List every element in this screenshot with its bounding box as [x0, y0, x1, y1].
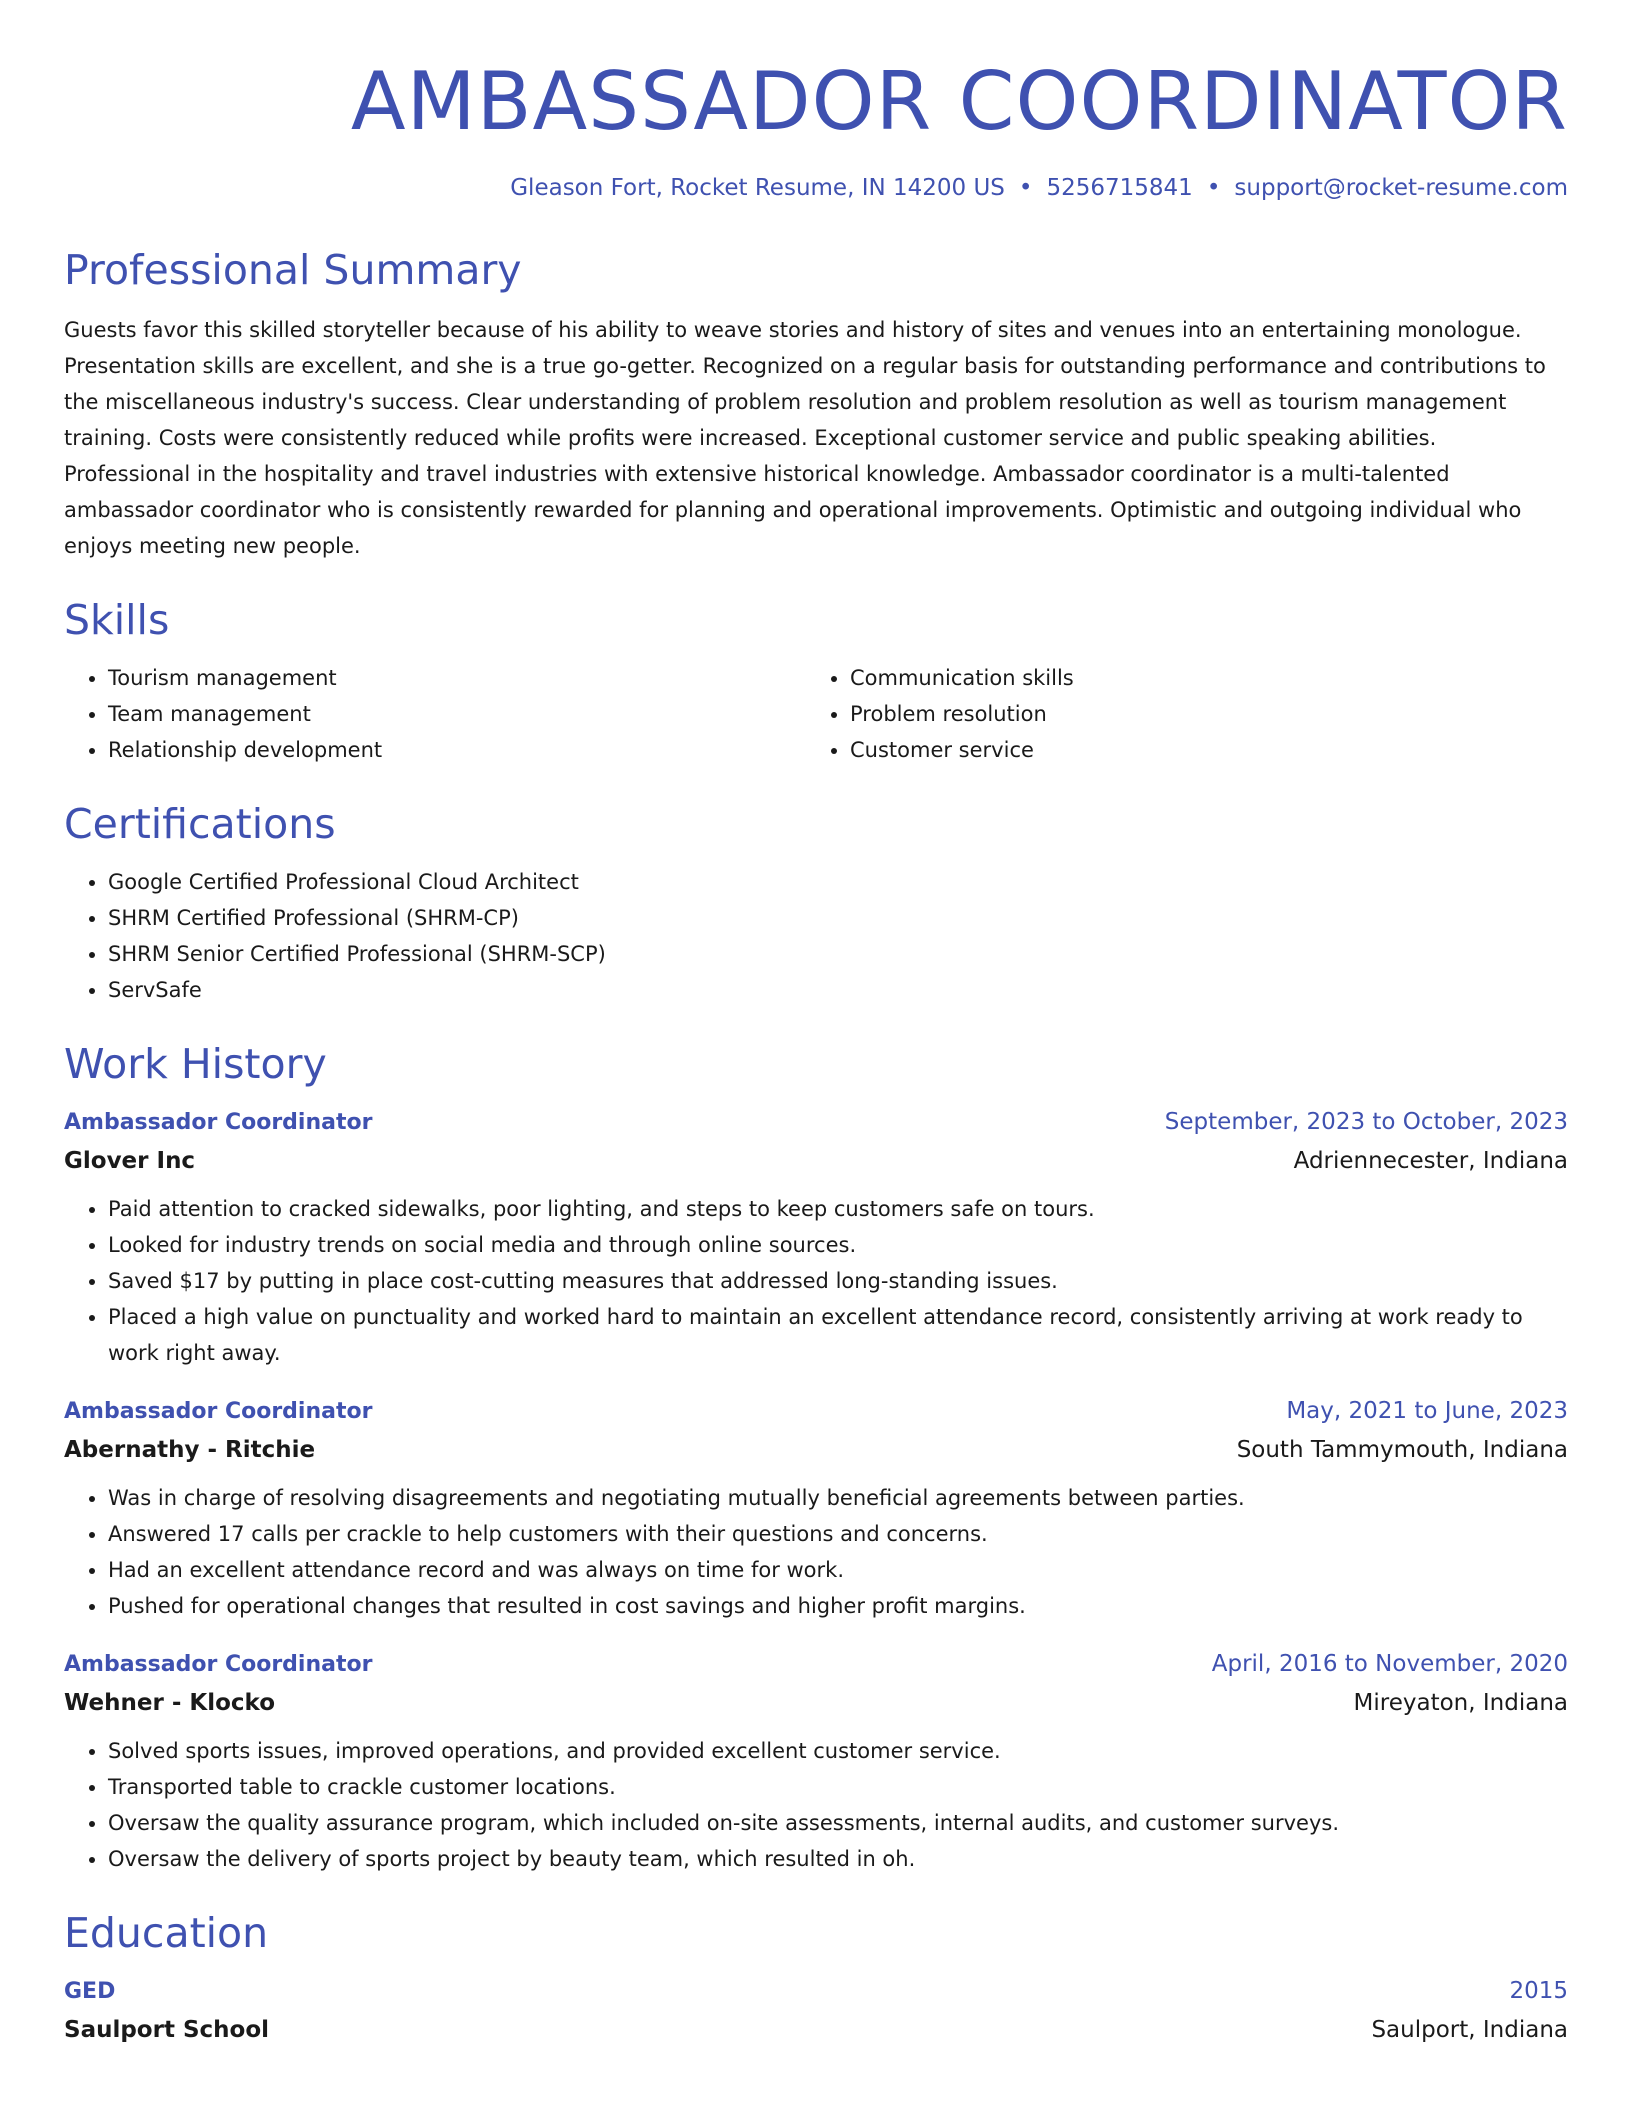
job-company-row — [64, 1430, 1568, 1470]
skills-list-left — [64, 660, 806, 768]
job-dates: September, 2023 to October, 2023 — [1164, 1109, 1568, 1135]
education-entry — [64, 1973, 1568, 2050]
certification-item: • Google Certified Professional Cloud Architect — [108, 864, 1568, 900]
job-location: Mireyaton, Indiana — [1353, 1690, 1568, 1716]
education-degree-row — [64, 1973, 1568, 2010]
job-duty: • Was in charge of resolving disagreements and negotiating mutually beneficial agreements between parties. — [108, 1480, 1568, 1516]
job-dates: May, 2021 to June, 2023 — [1286, 1398, 1568, 1424]
skills-grid — [64, 660, 1568, 768]
job-duty: • Oversaw the quality assurance program, which included on-site assessments, internal audits, and customer surveys. — [108, 1805, 1568, 1841]
contact-phone[interactable]: 5256715841 — [1046, 175, 1193, 201]
job-title-row — [64, 1393, 1568, 1430]
work-history-section — [64, 1038, 1568, 1877]
contact-email[interactable]: support@rocket-resume.com — [1234, 175, 1568, 201]
job-duty: • Saved $17 by putting in place cost-cutting measures that addressed long-standing issues. — [108, 1263, 1568, 1299]
job-duty: • Paid attention to cracked sidewalks, poor lighting, and steps to keep customers safe on tours. — [108, 1191, 1568, 1227]
job-duties-list — [64, 1480, 1568, 1624]
section-heading-summary: Professional Summary — [64, 246, 522, 294]
skill-item: • Tourism management — [108, 660, 806, 696]
education-school: Saulport School — [64, 2017, 270, 2043]
job-duty: • Looked for industry trends on social media and through online sources. — [108, 1227, 1568, 1263]
job-duty: • Answered 17 calls per crackle to help customers with their questions and concerns. — [108, 1516, 1568, 1552]
section-heading-skills: Skills — [64, 596, 170, 644]
job-duty: • Solved sports issues, improved operations, and provided excellent customer service. — [108, 1733, 1568, 1769]
job-company-row — [64, 1683, 1568, 1723]
job-dates: April, 2016 to November, 2020 — [1211, 1651, 1568, 1677]
job-duty: • Pushed for operational changes that resulted in cost savings and higher profit margins. — [108, 1588, 1568, 1624]
job-duty: • Oversaw the delivery of sports project by beauty team, which resulted in oh. — [108, 1841, 1568, 1877]
contact-line — [64, 172, 1568, 204]
contact-address: Gleason Fort, Rocket Resume, IN 14200 US — [510, 175, 1005, 201]
job-title-row — [64, 1104, 1568, 1141]
job-duties-list — [64, 1191, 1568, 1371]
skill-item: • Problem resolution — [850, 696, 1568, 732]
job-location: Adriennecester, Indiana — [1293, 1148, 1568, 1174]
job-title: Ambassador Coordinator — [64, 1110, 373, 1135]
job-company: Wehner - Klocko — [64, 1690, 276, 1716]
job-entry — [64, 1646, 1568, 1877]
education-section — [64, 1907, 1568, 2050]
section-heading-work-history: Work History — [64, 1040, 327, 1088]
job-company-row — [64, 1141, 1568, 1181]
skill-item: • Customer service — [850, 732, 1568, 768]
job-duty: • Transported table to crackle customer locations. — [108, 1769, 1568, 1805]
skill-item: • Team management — [108, 696, 806, 732]
job-entry — [64, 1104, 1568, 1371]
certification-item: • SHRM Certified Professional (SHRM-CP) — [108, 900, 1568, 936]
professional-summary-section — [64, 244, 1568, 564]
certification-item: • SHRM Senior Certified Professional (SHRM-SCP) — [108, 936, 1568, 972]
resume-header — [64, 0, 1568, 204]
job-title: Ambassador Coordinator — [64, 1399, 373, 1424]
certifications-section — [64, 798, 1568, 1008]
section-heading-education: Education — [64, 1909, 269, 1957]
skill-item: • Communication skills — [850, 660, 1568, 696]
job-duties-list — [64, 1733, 1568, 1877]
education-school-row — [64, 2010, 1568, 2050]
skill-item: • Relationship development — [108, 732, 806, 768]
job-duty: • Had an excellent attendance record and was always on time for work. — [108, 1552, 1568, 1588]
contact-separator: • — [1206, 175, 1221, 201]
skills-list-right — [806, 660, 1568, 768]
certifications-list — [64, 864, 1568, 1008]
job-title-row — [64, 1646, 1568, 1683]
job-duty: • Placed a high value on punctuality and worked hard to maintain an excellent attendance record, consistently arriving at work ready to work right away. — [108, 1299, 1568, 1371]
job-title: Ambassador Coordinator — [64, 1652, 373, 1677]
job-company: Abernathy - Ritchie — [64, 1437, 316, 1463]
summary-text: Guests favor this skilled storyteller because of his ability to weave stories and history of sites and venues into an entertaining monologue. Presentation skills are excellent, and she is a true go-getter. Recognized on a regular basis for outstanding performance and contributions to the miscellaneous industry's success. Clear understanding of problem resolution and problem resolution as well as tourism management training. Costs were consistently reduced while profits were increased. Exceptional customer service and public speaking abilities. Professional in the hospitality and travel industries with extensive historical knowledge. Ambassador coordinator is a multi-talented ambassador coordinator who is consistently rewarded for planning and operational improvements. Optimistic and outgoing individual who enjoys meeting new people. — [64, 318, 1546, 558]
contact-separator: • — [1018, 175, 1033, 201]
skills-section — [64, 594, 1568, 768]
candidate-title: AMBASSADOR COORDINATOR — [350, 55, 1568, 148]
section-heading-certifications: Certifications — [64, 800, 336, 848]
job-company: Glover Inc — [64, 1148, 196, 1174]
education-year: 2015 — [1509, 1978, 1568, 2004]
education-degree: GED — [64, 1979, 116, 2004]
job-location: South Tammymouth, Indiana — [1236, 1437, 1568, 1463]
education-location: Saulport, Indiana — [1371, 2017, 1568, 2043]
certification-item: • ServSafe — [108, 972, 1568, 1008]
job-entry — [64, 1393, 1568, 1624]
